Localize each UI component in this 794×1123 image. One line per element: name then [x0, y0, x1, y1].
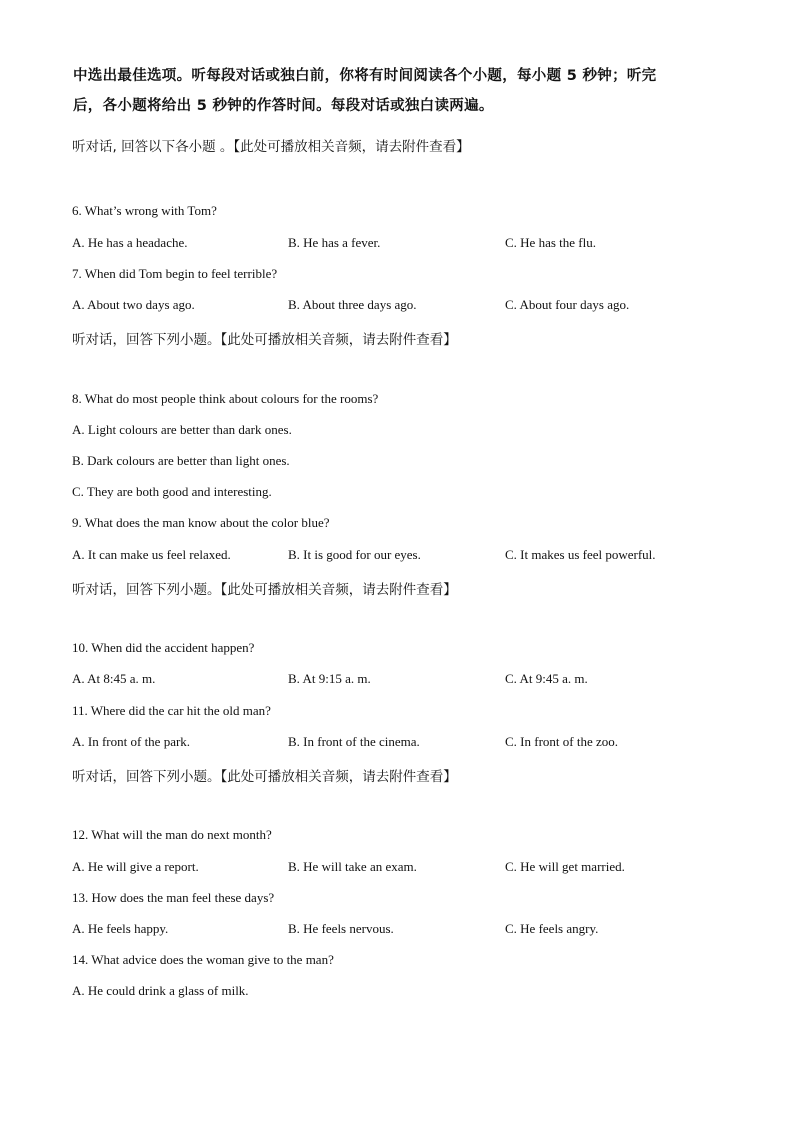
question-stem: 14. What advice does the woman give to the man?: [72, 952, 334, 967]
option-a: A. He has a headache.: [72, 235, 188, 250]
question-stem: 8. What do most people think about colours for the rooms?: [72, 391, 379, 406]
section-heading: 听对话，回答下列小题。【此处可播放相关音频，请去附件查看】: [72, 769, 457, 785]
question-stem: 11. Where did the car hit the old man?: [72, 703, 271, 718]
section-heading: 听对话，回答下列小题。【此处可播放相关音频，请去附件查看】: [72, 582, 457, 598]
option-a: A. Light colours are better than dark ones.: [72, 422, 292, 437]
option-a: A. He could drink a glass of milk.: [72, 983, 249, 998]
question-stem: 13. How does the man feel these days?: [72, 890, 275, 905]
option-c: C. They are both good and interesting.: [72, 484, 272, 499]
section-heading: 听对话，回答下列小题。【此处可播放相关音频，请去附件查看】: [72, 332, 457, 348]
option-b: B. At 9:15 a. m.: [288, 671, 371, 686]
option-b: B. He will take an exam.: [288, 859, 417, 874]
option-c: C. About four days ago.: [505, 297, 630, 312]
option-c: C. At 9:45 a. m.: [505, 671, 588, 686]
question-stem: 6. What’s wrong with Tom?: [72, 203, 217, 218]
option-a: A. He feels happy.: [72, 921, 169, 936]
option-c: C. He has the flu.: [505, 235, 596, 250]
option-a: A. In front of the park.: [72, 734, 191, 749]
option-a: A. About two days ago.: [72, 297, 195, 312]
question-stem: 9. What does the man know about the color blue?: [72, 515, 330, 530]
option-b: B. Dark colours are better than light ones.: [72, 453, 290, 468]
question-stem: 10. When did the accident happen?: [72, 640, 255, 655]
option-c: C. It makes us feel powerful.: [505, 547, 656, 562]
option-a: A. At 8:45 a. m.: [72, 671, 156, 686]
instructions-line-1: 中选出最佳选项。听每段对话或独白前，你将有时间阅读各个小题，每小题 5 秒钟；听完: [73, 68, 657, 84]
option-b: B. About three days ago.: [288, 297, 417, 312]
section-heading: 听对话, 回答以下各小题 。【此处可播放相关音频，请去附件查看】: [72, 139, 470, 155]
question-stem: 7. When did Tom begin to feel terrible?: [72, 266, 278, 281]
instructions-line-2: 后，各小题将给出 5 秒钟的作答时间。每段对话或独白读两遍。: [73, 98, 494, 114]
option-c: C. In front of the zoo.: [505, 734, 619, 749]
option-b: B. It is good for our eyes.: [288, 547, 421, 562]
option-c: C. He feels angry.: [505, 921, 599, 936]
option-b: B. He has a fever.: [288, 235, 381, 250]
option-b: B. In front of the cinema.: [288, 734, 420, 749]
option-b: B. He feels nervous.: [288, 921, 394, 936]
option-c: C. He will get married.: [505, 859, 625, 874]
option-a: A. He will give a report.: [72, 859, 199, 874]
question-stem: 12. What will the man do next month?: [72, 827, 272, 842]
option-a: A. It can make us feel relaxed.: [72, 547, 231, 562]
